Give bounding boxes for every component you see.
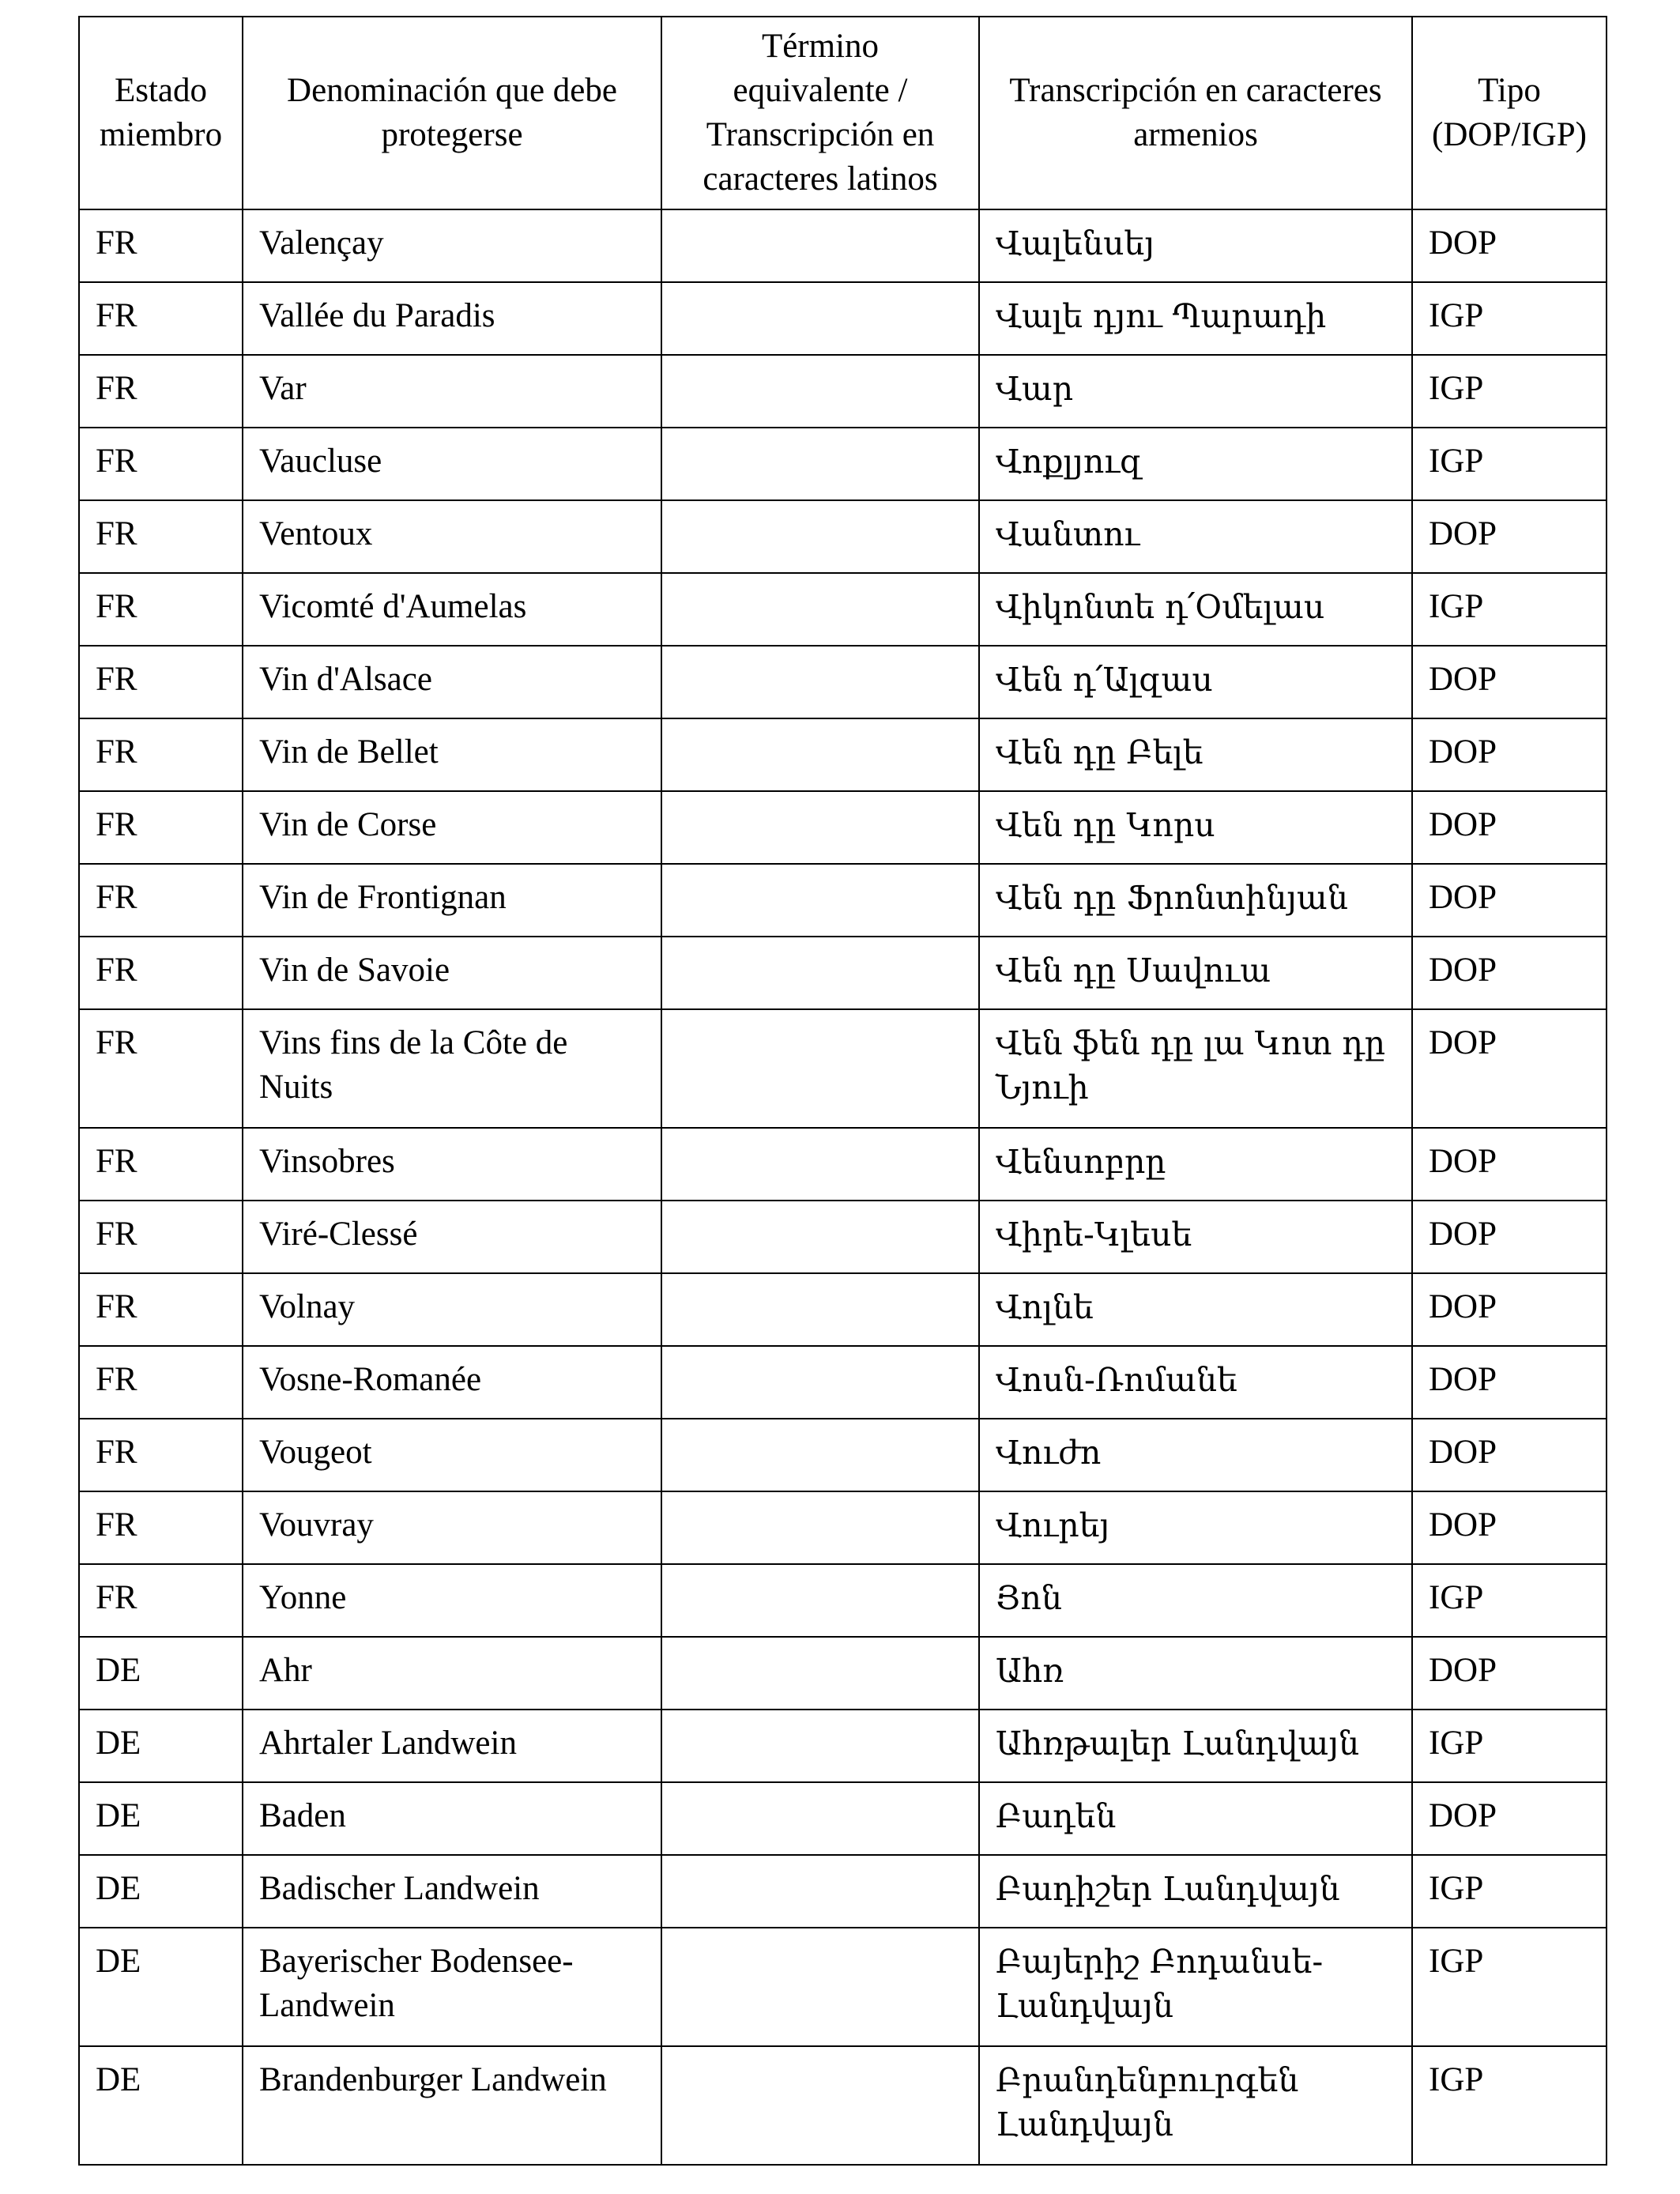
cell-armenian-transcription: Վենսոբրը xyxy=(979,1128,1412,1201)
cell-armenian-transcription: Բրանդենբուրգեն Լանդվայն xyxy=(979,2046,1412,2165)
cell-armenian-transcription: Վալենսեյ xyxy=(979,209,1412,282)
cell-member-state: FR xyxy=(79,1491,243,1564)
cell-equivalent-term xyxy=(661,864,979,937)
header-type xyxy=(1412,17,1607,209)
cell-equivalent-term xyxy=(661,937,979,1009)
cell-equivalent-term xyxy=(661,209,979,282)
cell-armenian-transcription: Վոքլյուզ xyxy=(979,428,1412,500)
cell-type: DOP xyxy=(1412,500,1607,573)
cell-type: IGP xyxy=(1412,428,1607,500)
cell-member-state: FR xyxy=(79,1419,243,1491)
cell-denomination: Badischer Landwein xyxy=(243,1855,661,1928)
cell-type: IGP xyxy=(1412,2046,1607,2165)
cell-type: DOP xyxy=(1412,1782,1607,1855)
table-row xyxy=(79,1009,1607,1128)
cell-member-state: FR xyxy=(79,1346,243,1419)
cell-denomination: Vin de Bellet xyxy=(243,718,661,791)
cell-type: IGP xyxy=(1412,1564,1607,1637)
cell-denomination: Viré-Clessé xyxy=(243,1201,661,1273)
cell-member-state: FR xyxy=(79,209,243,282)
table-row xyxy=(79,2046,1607,2165)
cell-armenian-transcription: Բադիշեր Լանդվայն xyxy=(979,1855,1412,1928)
cell-denomination: Ahr xyxy=(243,1637,661,1710)
table-row xyxy=(79,646,1607,718)
cell-equivalent-term xyxy=(661,1564,979,1637)
cell-denomination: Vinsobres xyxy=(243,1128,661,1201)
cell-armenian-transcription: Ահռ xyxy=(979,1637,1412,1710)
cell-type: DOP xyxy=(1412,1128,1607,1201)
cell-member-state: DE xyxy=(79,1637,243,1710)
cell-denomination: Vin de Frontignan xyxy=(243,864,661,937)
cell-equivalent-term xyxy=(661,1273,979,1346)
cell-member-state: DE xyxy=(79,1855,243,1928)
table-row xyxy=(79,355,1607,428)
cell-type: IGP xyxy=(1412,1710,1607,1782)
table-row xyxy=(79,1564,1607,1637)
cell-equivalent-term xyxy=(661,573,979,646)
cell-denomination: Volnay xyxy=(243,1273,661,1346)
cell-armenian-transcription: Վոսն-Ռոմանե xyxy=(979,1346,1412,1419)
cell-equivalent-term xyxy=(661,1710,979,1782)
header-line: equivalente / xyxy=(733,72,908,109)
cell-armenian-transcription: Յոն xyxy=(979,1564,1412,1637)
header-armenian-transcription xyxy=(979,17,1412,209)
header-line: protegerse xyxy=(381,116,523,153)
cell-type: DOP xyxy=(1412,1419,1607,1491)
gi-denominations-table xyxy=(78,16,1607,2166)
cell-armenian-transcription: Վեն ֆեն դը լա Կոտ դը Նյուի xyxy=(979,1009,1412,1128)
cell-denomination: Vin de Corse xyxy=(243,791,661,864)
table-row xyxy=(79,1419,1607,1491)
cell-member-state: FR xyxy=(79,282,243,355)
cell-equivalent-term xyxy=(661,1419,979,1491)
cell-member-state: FR xyxy=(79,864,243,937)
cell-type: IGP xyxy=(1412,1928,1607,2046)
cell-denomination: Vin d'Alsace xyxy=(243,646,661,718)
cell-type: DOP xyxy=(1412,1346,1607,1419)
cell-armenian-transcription: Բադեն xyxy=(979,1782,1412,1855)
cell-type: DOP xyxy=(1412,864,1607,937)
header-denomination xyxy=(243,17,661,209)
cell-armenian-transcription: Վեն դը Ֆրոնտինյան xyxy=(979,864,1412,937)
cell-member-state: FR xyxy=(79,1564,243,1637)
table-row xyxy=(79,937,1607,1009)
cell-equivalent-term xyxy=(661,1009,979,1128)
cell-denomination: Var xyxy=(243,355,661,428)
header-line: miembro xyxy=(99,116,223,153)
cell-type: IGP xyxy=(1412,355,1607,428)
cell-type: DOP xyxy=(1412,1637,1607,1710)
header-line: Transcripción en caracteres xyxy=(1009,72,1382,109)
cell-member-state: FR xyxy=(79,937,243,1009)
cell-denomination: Vin de Savoie xyxy=(243,937,661,1009)
table-row xyxy=(79,1637,1607,1710)
cell-equivalent-term xyxy=(661,1855,979,1928)
cell-type: DOP xyxy=(1412,718,1607,791)
cell-member-state: FR xyxy=(79,1273,243,1346)
table-row xyxy=(79,864,1607,937)
cell-equivalent-term xyxy=(661,1201,979,1273)
cell-denomination: Bayerischer Bodensee-Landwein xyxy=(243,1928,661,2046)
cell-armenian-transcription: Վեն դը Բելե xyxy=(979,718,1412,791)
table-row xyxy=(79,573,1607,646)
cell-equivalent-term xyxy=(661,282,979,355)
table-row xyxy=(79,1346,1607,1419)
cell-member-state: FR xyxy=(79,1009,243,1128)
table-row xyxy=(79,1491,1607,1564)
table-row xyxy=(79,1201,1607,1273)
table-row xyxy=(79,500,1607,573)
cell-type: IGP xyxy=(1412,573,1607,646)
cell-armenian-transcription: Վիկոնտե դ՛Օմելաս xyxy=(979,573,1412,646)
cell-member-state: FR xyxy=(79,646,243,718)
cell-member-state: FR xyxy=(79,428,243,500)
table-row xyxy=(79,1782,1607,1855)
cell-armenian-transcription: Վեն դը Կորս xyxy=(979,791,1412,864)
cell-member-state: DE xyxy=(79,1710,243,1782)
cell-type: DOP xyxy=(1412,1009,1607,1128)
cell-member-state: FR xyxy=(79,1128,243,1201)
cell-denomination: Yonne xyxy=(243,1564,661,1637)
header-line: Transcripción en xyxy=(706,116,935,153)
cell-denomination: Vallée du Paradis xyxy=(243,282,661,355)
cell-member-state: FR xyxy=(79,573,243,646)
cell-denomination: Brandenburger Landwein xyxy=(243,2046,661,2165)
cell-denomination: Ventoux xyxy=(243,500,661,573)
cell-armenian-transcription: Վանտու xyxy=(979,500,1412,573)
cell-denomination: Valençay xyxy=(243,209,661,282)
header-line: Estado xyxy=(114,72,208,109)
cell-armenian-transcription: Վեն դ՛Ալզաս xyxy=(979,646,1412,718)
table-row xyxy=(79,1855,1607,1928)
table-row xyxy=(79,1128,1607,1201)
cell-member-state: FR xyxy=(79,1201,243,1273)
cell-type: DOP xyxy=(1412,937,1607,1009)
cell-type: DOP xyxy=(1412,1491,1607,1564)
cell-type: DOP xyxy=(1412,209,1607,282)
cell-denomination: Ahrtaler Landwein xyxy=(243,1710,661,1782)
cell-equivalent-term xyxy=(661,355,979,428)
header-line: Término xyxy=(761,28,880,65)
header-line: armenios xyxy=(1133,116,1258,153)
cell-equivalent-term xyxy=(661,1346,979,1419)
cell-equivalent-term xyxy=(661,500,979,573)
cell-armenian-transcription: Վուժո xyxy=(979,1419,1412,1491)
cell-equivalent-term xyxy=(661,718,979,791)
cell-member-state: DE xyxy=(79,1928,243,2046)
cell-equivalent-term xyxy=(661,428,979,500)
table-row xyxy=(79,209,1607,282)
cell-denomination: Baden xyxy=(243,1782,661,1855)
header-line: caracteres latinos xyxy=(703,160,938,198)
table-row xyxy=(79,1273,1607,1346)
table-row xyxy=(79,1710,1607,1782)
cell-denomination: Vosne-Romanée xyxy=(243,1346,661,1419)
table-header-row xyxy=(79,17,1607,209)
header-equivalent-term xyxy=(661,17,979,209)
table-row xyxy=(79,428,1607,500)
cell-armenian-transcription: Վիրե-Կլեսե xyxy=(979,1201,1412,1273)
cell-equivalent-term xyxy=(661,1637,979,1710)
cell-denomination: Vouvray xyxy=(243,1491,661,1564)
table-row xyxy=(79,1928,1607,2046)
cell-member-state: FR xyxy=(79,718,243,791)
cell-equivalent-term xyxy=(661,1128,979,1201)
header-line: Denominación que debe xyxy=(287,72,617,109)
table-row xyxy=(79,791,1607,864)
cell-member-state: DE xyxy=(79,1782,243,1855)
cell-type: DOP xyxy=(1412,1273,1607,1346)
cell-equivalent-term xyxy=(661,791,979,864)
cell-armenian-transcription: Բայերիշ Բոդանսե-Լանդվայն xyxy=(979,1928,1412,2046)
cell-equivalent-term xyxy=(661,1928,979,2046)
cell-equivalent-term xyxy=(661,1782,979,1855)
cell-member-state: DE xyxy=(79,2046,243,2165)
header-line: Tipo xyxy=(1478,72,1541,109)
cell-denomination: Vicomté d'Aumelas xyxy=(243,573,661,646)
table-row xyxy=(79,718,1607,791)
cell-equivalent-term xyxy=(661,646,979,718)
cell-type: DOP xyxy=(1412,646,1607,718)
header-line: (DOP/IGP) xyxy=(1432,116,1587,153)
cell-armenian-transcription: Վեն դը Սավուա xyxy=(979,937,1412,1009)
header-member-state xyxy=(79,17,243,209)
cell-armenian-transcription: Վալե դյու Պարադի xyxy=(979,282,1412,355)
cell-member-state: FR xyxy=(79,355,243,428)
cell-member-state: FR xyxy=(79,500,243,573)
cell-armenian-transcription: Վուրեյ xyxy=(979,1491,1412,1564)
cell-denomination: Vaucluse xyxy=(243,428,661,500)
cell-member-state: FR xyxy=(79,791,243,864)
cell-equivalent-term xyxy=(661,1491,979,1564)
cell-type: DOP xyxy=(1412,1201,1607,1273)
cell-type: DOP xyxy=(1412,791,1607,864)
cell-armenian-transcription: Վար xyxy=(979,355,1412,428)
table-body xyxy=(79,209,1607,2165)
cell-type: IGP xyxy=(1412,1855,1607,1928)
cell-equivalent-term xyxy=(661,2046,979,2165)
table-row xyxy=(79,282,1607,355)
cell-type: IGP xyxy=(1412,282,1607,355)
cell-armenian-transcription: Վոլնե xyxy=(979,1273,1412,1346)
cell-denomination: Vins fins de la Côte de Nuits xyxy=(243,1009,661,1128)
cell-armenian-transcription: Ահռթալեր Լանդվայն xyxy=(979,1710,1412,1782)
cell-denomination: Vougeot xyxy=(243,1419,661,1491)
